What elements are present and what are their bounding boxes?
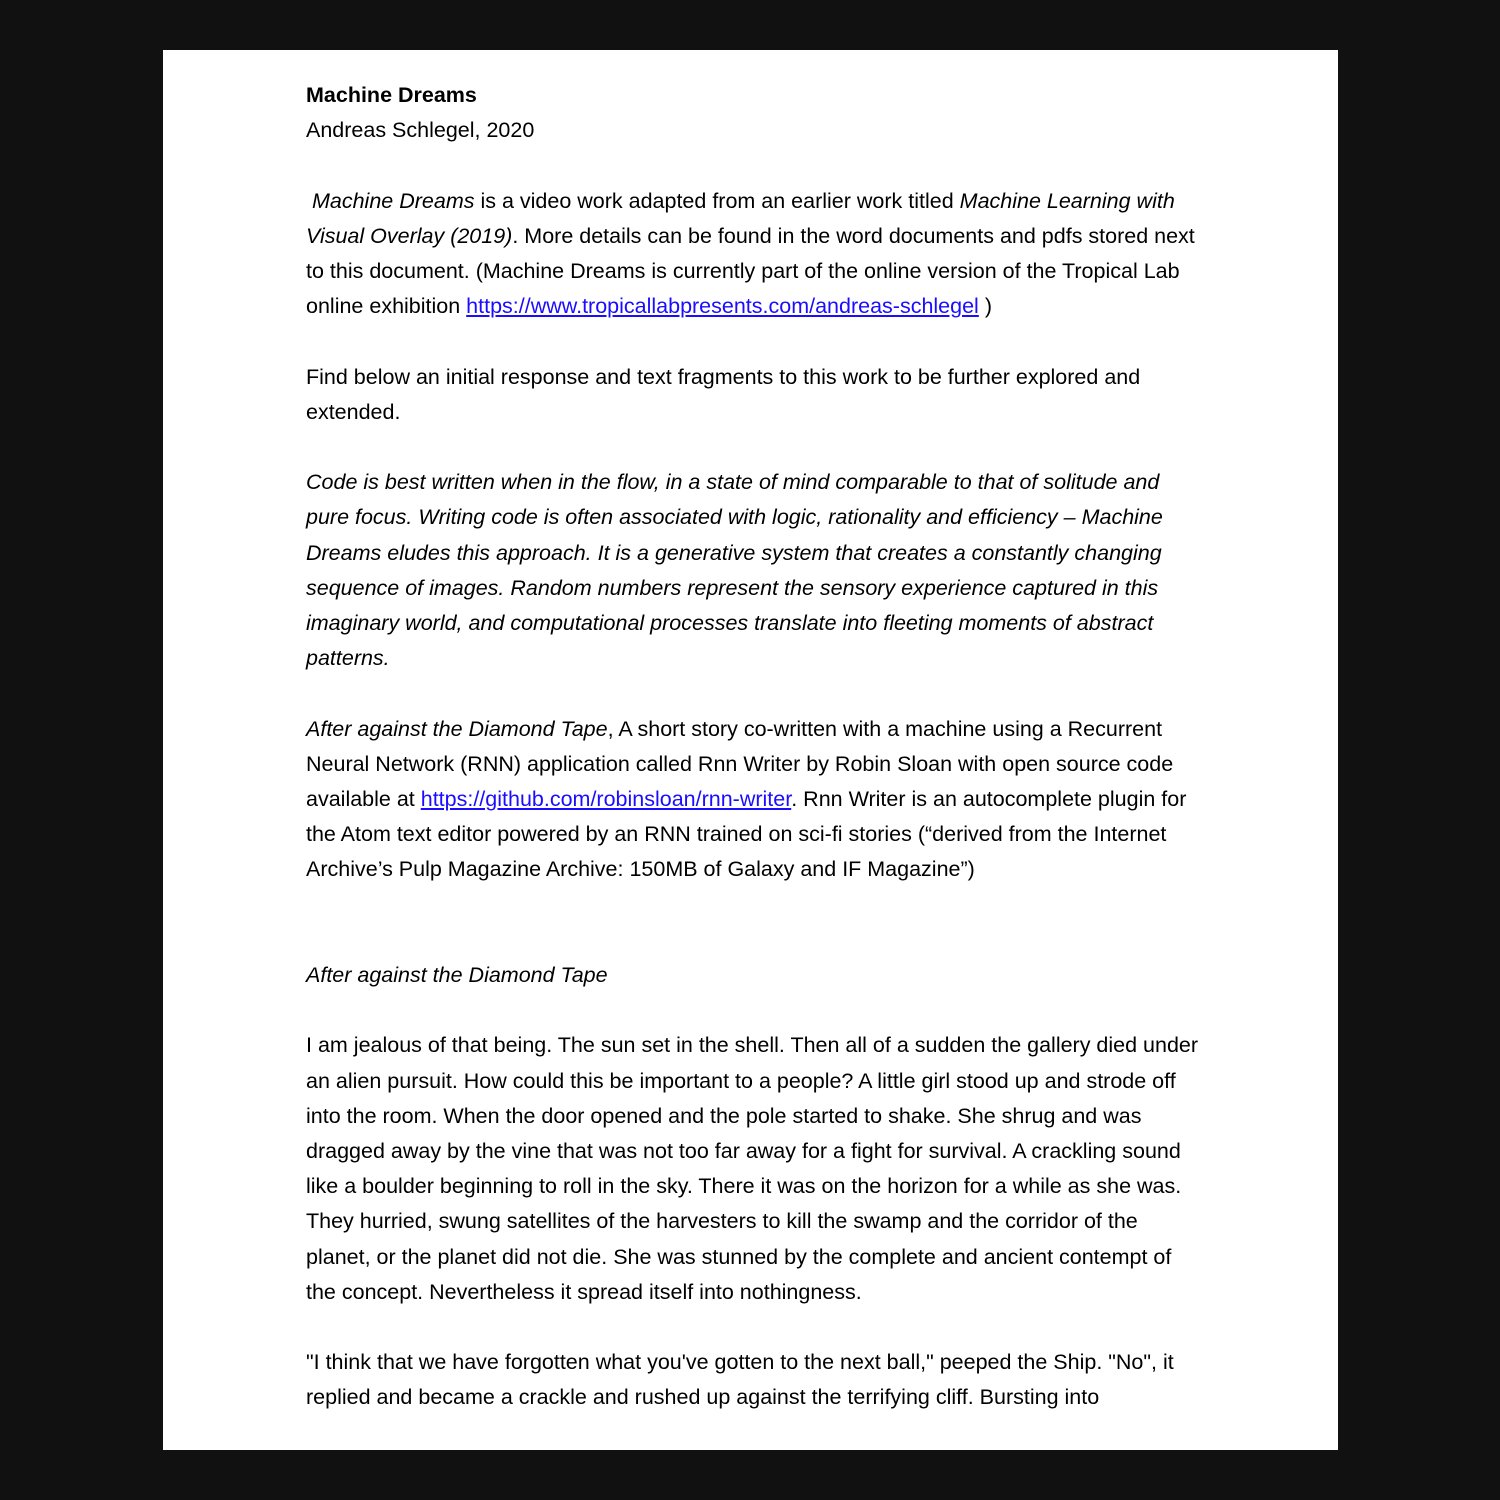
story-paragraph-1: I am jealous of that being. The sun set in the shell. Then all of a sudden the gallery died under an alien pursuit. How could this be important to a people? A little girl stood up and strode off into the room. When the door opened and the pole started to shake. She shrug and was dragged away by the vine that was not too far away for a fight for survival. A crackling sound like a boulder beginning to roll in the sky. There it was on the horizon for a while as she was. They hurried, swung satellites of the harvesters to kill the swamp and the corridor of the planet, or the planet did not die. She was stunned by the complete and ancient contempt of the concept. Nevertheless it spread itself into nothingness. <box>306 1033 1199 1304</box>
tropical-lab-link[interactable]: https://www.tropicallabpresents.com/andreas-schlegel <box>466 294 979 319</box>
story-intro-text-2: . Rnn Writer is an autocomplete plugin for the Atom text editor powered by an RNN trained on sci-fi stories (“derived from the Internet Archive’s Pulp Magazine Archive: 150MB of Galaxy and IF Magazine”) <box>306 787 1187 882</box>
document-page <box>163 50 1338 1450</box>
intro-text-1: is a video work adapted from an earlier work titled <box>474 188 960 213</box>
find-below-paragraph: Find below an initial response and text fragments to this work to be further explored and extended. <box>306 364 1141 424</box>
intro-text-2: . More details can be found in the word documents and pdfs stored next to this document. (Machine Dreams is currently part of the online version of the Tropical Lab online exhibition <box>306 223 1195 319</box>
spacer <box>306 993 1206 1028</box>
spacer <box>306 148 1206 183</box>
rnn-writer-link[interactable]: https://github.com/robinsloan/rnn-writer <box>420 787 792 811</box>
spacer <box>306 676 1206 711</box>
intro-text-3: ) <box>978 294 992 319</box>
intro-paragraph <box>306 184 1206 325</box>
story-intro-italic-title: After against the Diamond Tape <box>306 716 608 741</box>
story-title: After against the Diamond Tape <box>306 963 608 987</box>
spacer <box>306 324 1206 359</box>
intro-italic-title: Machine Learning with Visual Overlay (2019) <box>306 188 1175 248</box>
intro-lead-italic: Machine Dreams <box>311 188 475 213</box>
spacer <box>306 1310 1206 1345</box>
document-byline: Andreas Schlegel, 2020 <box>306 118 535 143</box>
code-paragraph: Code is best written when in the flow, in a state of mind comparable to that of solitude and pure focus. Writing code is often associated with logic, rationality and efficiency – Machine Dreams eludes this approach. It is a generative system that creates a constantly changing sequence of images. Random numbers represent the sensory experience captured in this imaginary world, and computational processes translate into fleeting moments of abstract patterns. <box>306 470 1163 671</box>
spacer <box>306 430 1206 465</box>
story-paragraph-2: "I think that we have forgotten what you've gotten to the next ball," peeped the Ship. "No", it replied and became a crackle and rushed up against the terrifying cliff. Bursting into <box>306 1350 1174 1410</box>
story-intro-paragraph <box>306 712 1206 888</box>
story-intro-text-1: , A short story co-written with a machine using a Recurrent Neural Network (RNN) application called Rnn Writer by Robin Sloan with open source code available at <box>306 716 1174 811</box>
document-body <box>306 78 1206 1416</box>
spacer <box>306 888 1206 958</box>
document-title: Machine Dreams <box>306 83 477 107</box>
